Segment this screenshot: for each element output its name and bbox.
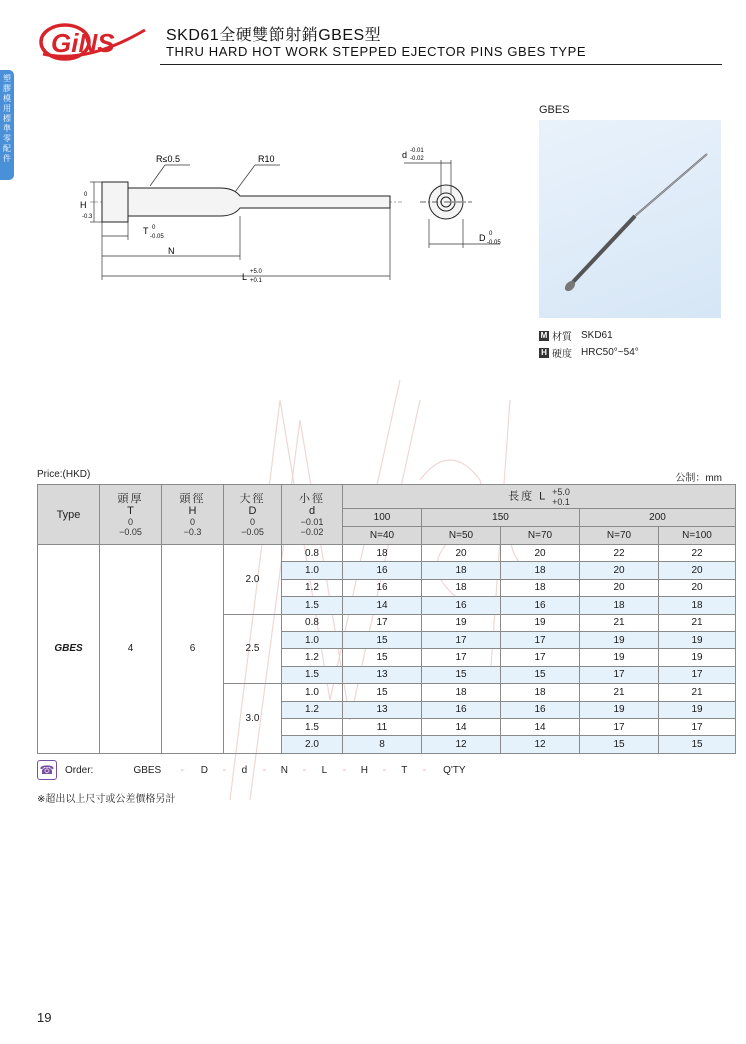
order-label: Order: <box>65 764 94 776</box>
price-cell: 16 <box>343 579 422 596</box>
small-diameter-cell: 1.2 <box>282 649 343 666</box>
page-title-cn: SKD61全硬雙節射銷GBES型 <box>166 27 382 44</box>
d-small-tol-lower: -0.02 <box>410 156 424 162</box>
price-cell: 20 <box>501 545 580 562</box>
price-cell: 14 <box>343 597 422 614</box>
price-cell: 17 <box>659 718 736 735</box>
price-cell: 15 <box>343 631 422 648</box>
order-token-N: N <box>280 764 288 776</box>
price-cell: 16 <box>422 597 501 614</box>
price-cell: 19 <box>580 631 659 648</box>
material-value: SKD61 <box>581 330 613 341</box>
page-number: 19 <box>37 1010 52 1025</box>
price-cell: 21 <box>659 684 736 701</box>
t-header: 頭厚 T 0 −0.05 <box>100 485 162 545</box>
page-title-en: THRU HARD HOT WORK STEPPED EJECTOR PINS GBES TYPE <box>166 44 587 59</box>
h-tol-upper: 0 <box>84 192 88 198</box>
order-token-qty: Q'TY <box>443 764 466 776</box>
price-cell: 17 <box>501 649 580 666</box>
price-cell: 15 <box>422 666 501 683</box>
small-diameter-cell: 2.0 <box>282 736 343 753</box>
order-token-T: T <box>401 764 408 776</box>
price-cell: 16 <box>501 597 580 614</box>
small-diameter-cell: 1.0 <box>282 684 343 701</box>
l-tol-lower: +0.1 <box>250 278 262 284</box>
big-diameter-header: 大徑 D 0 −0.05 <box>224 485 282 545</box>
logo-text: GiNS <box>51 28 115 58</box>
price-cell: 18 <box>501 684 580 701</box>
type-cell: GBES <box>38 545 100 754</box>
material-spec <box>539 328 613 343</box>
n-header-2: N=70 <box>501 527 580 545</box>
small-diameter-cell: 0.8 <box>282 614 343 631</box>
order-separator: - <box>342 764 347 776</box>
price-cell: 21 <box>580 684 659 701</box>
length-group-200: 200 <box>580 509 736 527</box>
product-photo <box>539 120 721 318</box>
small-diameter-cell: 1.0 <box>282 562 343 579</box>
hardness-value: HRC50°~54° <box>581 347 639 358</box>
price-cell: 19 <box>422 614 501 631</box>
t-dim-label: T <box>143 226 149 236</box>
price-cell: 20 <box>580 562 659 579</box>
side-category-tab[interactable] <box>0 70 14 180</box>
n-header-4: N=100 <box>659 527 736 545</box>
price-cell: 19 <box>659 649 736 666</box>
price-cell: 11 <box>343 718 422 735</box>
order-token-d: d <box>241 764 248 776</box>
price-cell: 19 <box>659 701 736 718</box>
d-big-label: D <box>479 233 486 243</box>
h-tol-lower: -0.3 <box>82 214 93 220</box>
length-group-150: 150 <box>422 509 580 527</box>
price-cell: 18 <box>343 545 422 562</box>
d-small-label: d <box>402 150 408 160</box>
h-dim-label: H <box>80 200 87 210</box>
small-diameter-cell: 1.0 <box>282 631 343 648</box>
price-cell: 18 <box>422 562 501 579</box>
small-diameter-cell: 1.5 <box>282 666 343 683</box>
price-cell: 20 <box>659 562 736 579</box>
order-code-line <box>37 760 471 780</box>
price-cell: 15 <box>343 684 422 701</box>
side-category-tab-label: 塑膠模用標準零配件 <box>3 74 11 163</box>
t-cell: 4 <box>100 545 162 754</box>
price-cell: 18 <box>659 597 736 614</box>
price-cell: 19 <box>580 701 659 718</box>
price-cell: 17 <box>343 614 422 631</box>
price-cell: 21 <box>659 614 736 631</box>
price-cell: 15 <box>659 736 736 753</box>
h-cell: 6 <box>162 545 224 754</box>
d-big-tol-lower: -0.05 <box>487 240 501 246</box>
price-currency-label: Price:(HKD) <box>37 469 91 480</box>
order-token-D: D <box>200 764 208 776</box>
price-cell: 15 <box>580 736 659 753</box>
pricing-note: ※超出以上尺寸或公差價格另計 <box>37 794 176 805</box>
h-header: 頭徑 H 0 −0.3 <box>162 485 224 545</box>
price-cell: 15 <box>501 666 580 683</box>
header-divider <box>160 64 722 65</box>
price-cell: 14 <box>501 718 580 735</box>
price-cell: 16 <box>343 562 422 579</box>
price-cell: 20 <box>659 579 736 596</box>
r-neck-label: R10 <box>258 154 275 164</box>
price-cell: 18 <box>580 597 659 614</box>
table-row <box>38 545 736 562</box>
price-cell: 12 <box>501 736 580 753</box>
n-header-0: N=40 <box>343 527 422 545</box>
price-cell: 13 <box>343 701 422 718</box>
big-diameter-cell: 2.0 <box>224 545 282 615</box>
order-separator: - <box>180 764 185 776</box>
big-diameter-cell: 3.0 <box>224 684 282 754</box>
price-cell: 17 <box>580 718 659 735</box>
product-label: GBES <box>539 104 570 116</box>
ejector-pin-illustration <box>539 120 721 318</box>
price-cell: 21 <box>580 614 659 631</box>
small-diameter-cell: 1.5 <box>282 597 343 614</box>
price-cell: 17 <box>422 631 501 648</box>
price-cell: 22 <box>580 545 659 562</box>
price-cell: 17 <box>422 649 501 666</box>
order-token-H: H <box>360 764 368 776</box>
small-diameter-header: 小徑 d −0.01 −0.02 <box>282 485 343 545</box>
price-cell: 19 <box>501 614 580 631</box>
hardness-key: 硬度 <box>552 349 572 360</box>
n-header-3: N=70 <box>580 527 659 545</box>
order-separator: - <box>262 764 267 776</box>
price-cell: 15 <box>343 649 422 666</box>
order-separator: - <box>302 764 307 776</box>
technical-drawing <box>80 130 530 300</box>
order-separator: - <box>422 764 427 776</box>
price-cell: 17 <box>580 666 659 683</box>
price-cell: 19 <box>580 649 659 666</box>
order-token-type: GBES <box>133 764 162 776</box>
hardness-spec <box>539 345 639 360</box>
price-cell: 22 <box>659 545 736 562</box>
price-cell: 19 <box>659 631 736 648</box>
order-separator: - <box>382 764 387 776</box>
price-cell: 18 <box>422 579 501 596</box>
dimension-lines <box>90 165 390 280</box>
price-cell: 17 <box>659 666 736 683</box>
price-cell: 8 <box>343 736 422 753</box>
small-diameter-cell: 1.5 <box>282 718 343 735</box>
price-cell: 16 <box>422 701 501 718</box>
length-group-100: 100 <box>343 509 422 527</box>
material-key: 材質 <box>552 332 572 343</box>
n-header-1: N=50 <box>422 527 501 545</box>
length-header: 長度 L +5.0 +0.1 <box>343 485 736 509</box>
d-small-tol-upper: -0.01 <box>410 148 424 154</box>
price-cell: 18 <box>501 562 580 579</box>
hardness-icon: H <box>539 348 549 358</box>
t-tol-upper: 0 <box>152 225 156 231</box>
pin-profile <box>102 182 390 222</box>
unit-label: 公制：mm <box>675 473 722 484</box>
price-cell: 13 <box>343 666 422 683</box>
price-table-body <box>38 545 736 754</box>
big-diameter-cell: 2.5 <box>224 614 282 684</box>
price-cell: 14 <box>422 718 501 735</box>
d-big-tol-upper: 0 <box>489 231 493 237</box>
price-cell: 12 <box>422 736 501 753</box>
order-separator: - <box>222 764 227 776</box>
price-cell: 18 <box>501 579 580 596</box>
price-cell: 20 <box>422 545 501 562</box>
brand-logo <box>37 20 152 62</box>
price-cell: 20 <box>580 579 659 596</box>
price-cell: 18 <box>422 684 501 701</box>
r-head-label: R≤0.5 <box>156 154 180 164</box>
phone-icon: ☎ <box>37 760 57 780</box>
small-diameter-cell: 1.2 <box>282 579 343 596</box>
price-table <box>37 484 736 754</box>
l-tol-upper: +5.0 <box>250 269 262 275</box>
material-icon: M <box>540 330 548 340</box>
t-tol-lower: -0.05 <box>150 234 164 240</box>
type-header: Type <box>38 485 100 545</box>
price-cell: 17 <box>501 631 580 648</box>
small-diameter-cell: 1.2 <box>282 701 343 718</box>
order-token-L: L <box>321 764 328 776</box>
small-diameter-cell: 0.8 <box>282 545 343 562</box>
l-dim-label: L <box>242 272 248 282</box>
price-cell: 16 <box>501 701 580 718</box>
n-dim-label: N <box>168 246 175 256</box>
